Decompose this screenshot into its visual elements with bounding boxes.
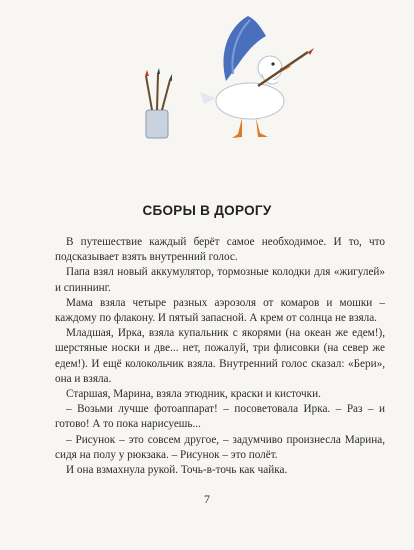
paint-jar-icon xyxy=(145,68,172,138)
chapter-text xyxy=(55,235,385,478)
paragraph: И она взмахнула рукой. Точь-в-точь как чайка. xyxy=(66,464,288,477)
paragraph: В путешествие каждый берёт самое необходимое. И то, что подсказывает взять внутренний голос. xyxy=(55,236,385,264)
chapter-title: СБОРЫ В ДОРОГУ xyxy=(142,203,272,218)
paragraph: Мама взяла четыре разных аэрозоля от комаров и мошки – каждому по флакону. И пятый запасной. А крем от солнца не взяла. xyxy=(55,296,385,325)
page-number: 7 xyxy=(204,492,210,506)
paragraph: – Рисунок – это совсем другое, – задумчиво произнесла Марина, сидя на полу у рюкзака. – Рисунок – это полёт. xyxy=(55,433,385,461)
seagull-icon xyxy=(200,16,314,138)
paragraph: Папа взял новый аккумулятор, тормозные колодки для «жигулей» и спиннинг. xyxy=(55,266,385,294)
seagull-illustration xyxy=(138,6,348,146)
paragraph: Младшая, Ирка, взяла купальник с якорями (на океан же едем!), шерстяные носки и две... нет, пожалуй, три флисовки (на север же едем!). И ещё колокольчик взяла. Внутренний голос сказал: «Бери», она и взяла. xyxy=(55,327,385,385)
paragraph: Старшая, Марина, взяла этюдник, краски и кисточки. xyxy=(66,388,321,401)
paragraph: – Возьми лучше фотоаппарат! – посоветовала Ирка. – Раз – и готово! А то пока нарисуешь... xyxy=(55,403,385,431)
